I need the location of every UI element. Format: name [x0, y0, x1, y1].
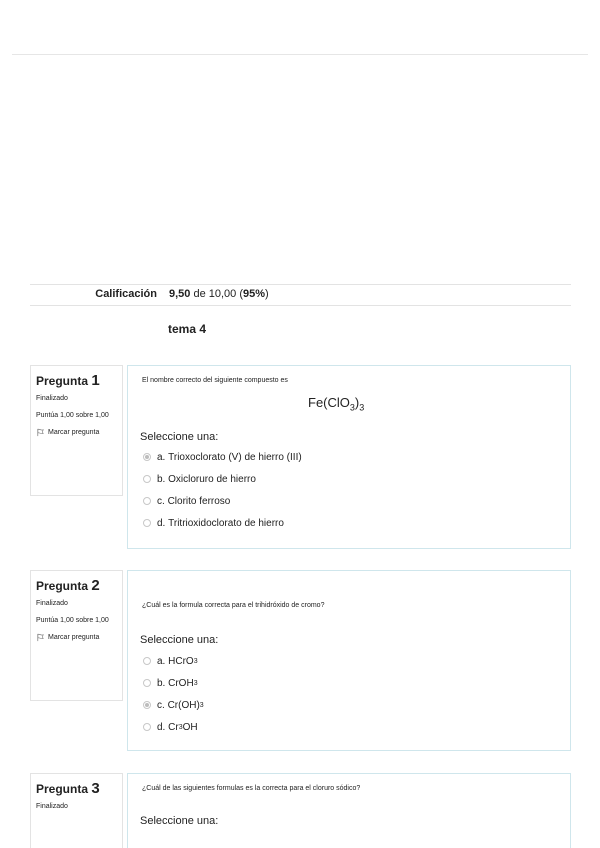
- question-1-prompt: Seleccione una:: [140, 431, 219, 443]
- grade-score: 9,50: [169, 288, 191, 300]
- radio-icon[interactable]: [143, 475, 151, 483]
- question-1-answer-c[interactable]: c. Clorito ferroso: [143, 490, 302, 512]
- question-2-prompt: Seleccione una:: [140, 634, 219, 646]
- question-2-answer-d[interactable]: d. Cr 3 OH: [143, 716, 204, 738]
- question-2-text: ¿Cuál es la formula correcta para el trihidróxido de cromo?: [142, 602, 325, 609]
- question-2-label: Pregunta: [36, 579, 89, 593]
- radio-icon[interactable]: [143, 497, 151, 505]
- quiz-title: tema 4: [168, 322, 207, 336]
- question-2-flag-label: Marcar pregunta: [48, 634, 100, 641]
- question-1-number: 1: [91, 372, 100, 389]
- question-2-state: Finalizado: [36, 600, 68, 607]
- radio-icon[interactable]: [143, 679, 151, 687]
- radio-checked-icon[interactable]: [143, 453, 151, 461]
- question-1-grade: Puntúa 1,00 sobre 1,00: [36, 412, 109, 419]
- flag-icon: [36, 633, 45, 642]
- question-1-heading: [36, 372, 122, 389]
- grade-middle: de 10,00 (: [190, 288, 244, 300]
- grade-summary-row: [30, 284, 571, 306]
- grade-end: ): [265, 288, 269, 300]
- question-3-content: [127, 773, 571, 848]
- question-2-answer-b[interactable]: b. CrOH 3: [143, 672, 204, 694]
- question-3-number: 3: [91, 780, 100, 797]
- question-2-grade: Puntúa 1,00 sobre 1,00: [36, 617, 109, 624]
- question-3-info: [30, 773, 123, 848]
- question-2-content: [127, 570, 571, 751]
- question-1-answer-b[interactable]: b. Oxicloruro de hierro: [143, 468, 302, 490]
- grade-value: [169, 288, 269, 300]
- flag-icon: [36, 428, 45, 437]
- question-1-flag[interactable]: [36, 427, 122, 438]
- question-2-answer-a[interactable]: a. HCrO 3: [143, 650, 204, 672]
- question-1-answers: [143, 446, 302, 534]
- question-3-heading: [36, 780, 122, 797]
- question-1-answer-a[interactable]: a. Trioxoclorato (V) de hierro (III): [143, 446, 302, 468]
- header-divider: [12, 54, 588, 55]
- question-1-answer-d[interactable]: d. Tritrioxidoclorato de hierro: [143, 512, 302, 534]
- radio-icon[interactable]: [143, 519, 151, 527]
- question-1-state: Finalizado: [36, 395, 68, 402]
- question-1-flag-label: Marcar pregunta: [48, 429, 100, 436]
- question-2-answer-c[interactable]: c. Cr(OH) 3: [143, 694, 204, 716]
- question-2-answers: [143, 650, 204, 738]
- question-1-label: Pregunta: [36, 374, 89, 388]
- question-3-prompt: Seleccione una:: [140, 815, 219, 827]
- question-2-heading: [36, 577, 122, 594]
- question-3-text: ¿Cuál de las siguientes formulas es la correcta para el cloruro sódico?: [142, 785, 361, 792]
- question-3-state: Finalizado: [36, 803, 68, 810]
- radio-checked-icon[interactable]: [143, 701, 151, 709]
- question-2-flag[interactable]: [36, 632, 122, 643]
- question-1-info: [30, 365, 123, 496]
- grade-label: Calificación: [95, 288, 157, 300]
- question-1-text: El nombre correcto del siguiente compuesto es: [142, 377, 288, 384]
- radio-icon[interactable]: [143, 723, 151, 731]
- question-1-formula: $Fe(ClO_3)_3$: [308, 395, 365, 413]
- question-3-label: Pregunta: [36, 782, 89, 796]
- question-2-number: 2: [91, 577, 100, 594]
- radio-icon[interactable]: [143, 657, 151, 665]
- question-1-content: [127, 365, 571, 549]
- question-2-info: [30, 570, 123, 701]
- grade-percent: 95%: [243, 288, 266, 300]
